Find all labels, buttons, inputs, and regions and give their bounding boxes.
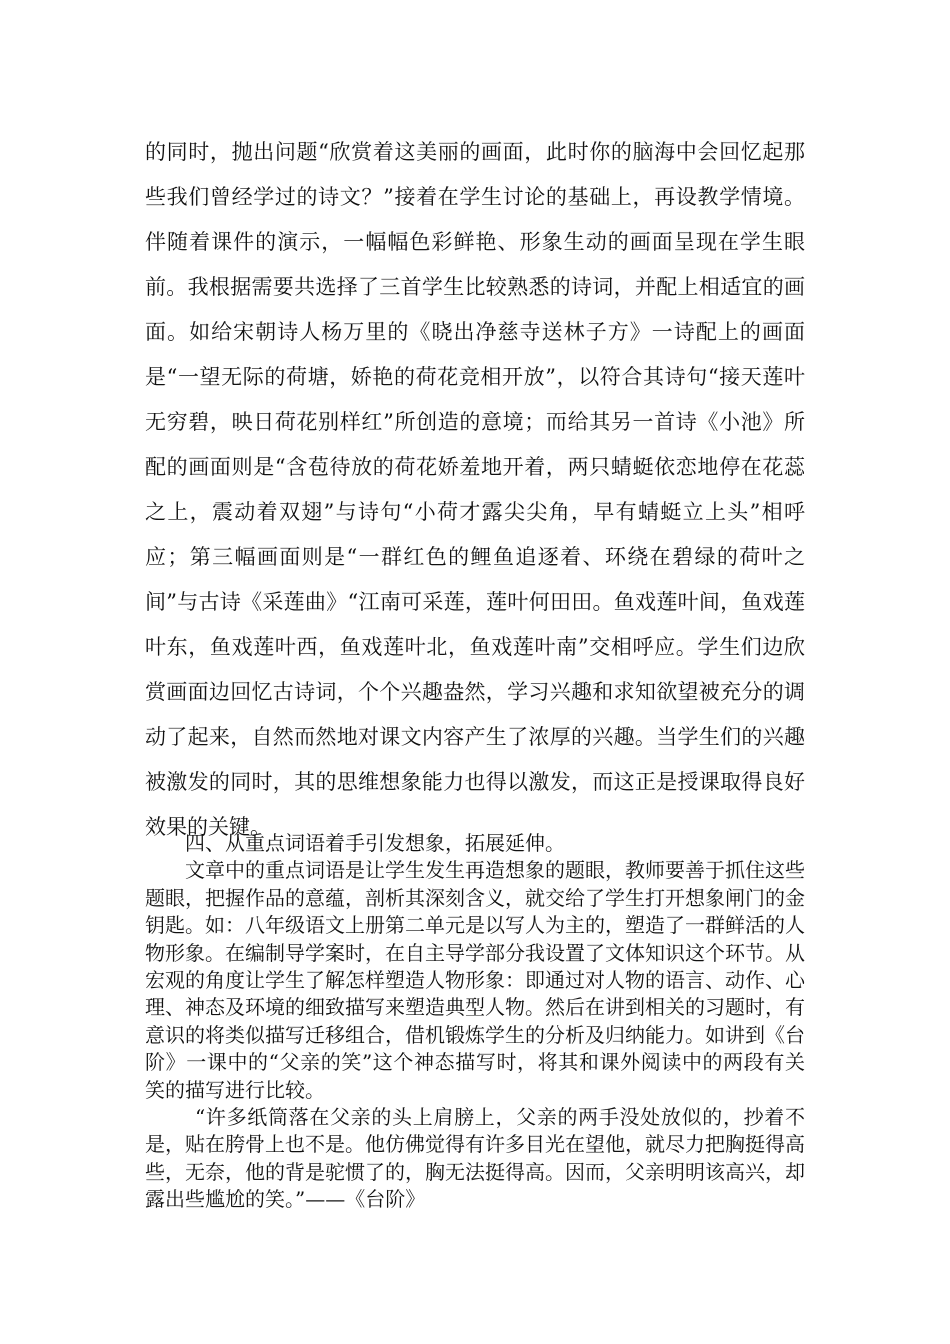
section-heading: 四、从重点词语着手引发想象，拓展延伸。 [185,831,565,855]
continued-paragraph: 的同时，抛出问题“欣赏着这美丽的画面，此时你的脑海中会回忆起那些我们曾经学过的诗文？”接着在学生讨论的基础上，再设教学情境。伴随着课件的演示，一幅幅色彩鲜艳、形象生动的画面呈现在学生眼前。我根据需要共选择了三首学生比较熟悉的诗词，并配上相适宜的画面。如给宋朝诗人杨万里的《晓出净慈寺送林子方》一诗配上的画面是“一望无际的荷塘，娇艳的荷花竞相开放”，以符合其诗句“接天莲叶无穷碧，映日荷花别样红”所创造的意境；而给其另一首诗《小池》所配的画面则是“含苞待放的荷花娇羞地开着，两只蜻蜓依恋地停在花蕊之上，震动着双翅”与诗句“小荷才露尖尖角，早有蜻蜓立上头”相呼应；第三幅画面则是“一群红色的鲤鱼追逐着、环绕在碧绿的荷叶之间”与古诗《采莲曲》“江南可采莲，莲叶何田田。鱼戏莲叶间，鱼戏莲叶东，鱼戏莲叶西，鱼戏莲叶北，鱼戏莲叶南”交相呼应。学生们边欣赏画面边回忆古诗词，个个兴趣盎然，学习兴趣和求知欲望被充分的调动了起来，自然而然地对课文内容产生了浓厚的兴趣。当学生们的兴趣被激发的同时，其的思维想象能力也得以激发，而这正是授课取得良好效果的关键。 [145,140,805,839]
upper-text-block [145,130,805,850]
quote-paragraph: “许多纸筒落在父亲的头上肩膀上，父亲的两手没处放似的，抄着不是，贴在胯骨上也不是。他仿佛觉得有许多目光在望他，就尽力把胸挺得高些，无奈，他的背是驼惯了的，胸无法挺得高。因而，父亲明明该高兴，却露出些尴尬的笑。”——《台阶》 [145,1105,805,1212]
body-paragraph: 文章中的重点词语是让学生发生再造想象的题眼，教师要善于抓住这些题眼，把握作品的意蕴，剖析其深刻含义，就交给了学生打开想象闸门的金钥匙。如：八年级语文上册第二单元是以写人为主的，塑造了一群鲜活的人物形象。在编制导学案时，在自主导学部分我设置了文体知识这个环节。从宏观的角度让学生了解怎样塑造人物形象：即通过对人物的语言、动作、心理、神态及环境的细致描写来塑造典型人物。然后在讲到相关的习题时，有意识的将类似描写迁移组合，借机锻炼学生的分析及归纳能力。如讲到《台阶》一课中的“父亲的笑”这个神态描写时，将其和课外阅读中的两段有关笑的描写进行比较。 [145,858,805,1102]
lower-text-block [145,830,805,1214]
